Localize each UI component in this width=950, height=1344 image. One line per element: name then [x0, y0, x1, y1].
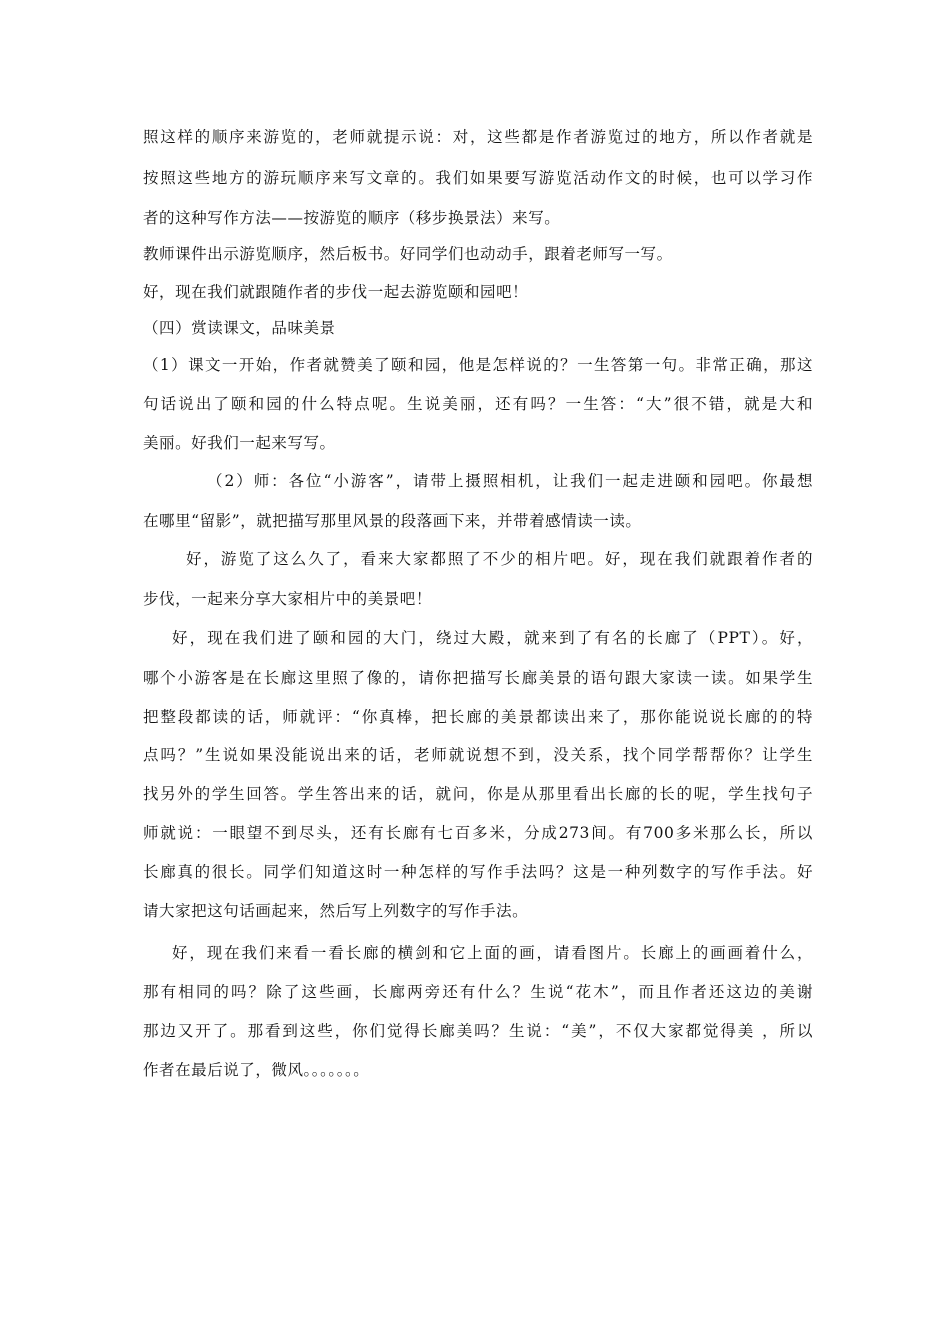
- section-heading: （四）赏读课文，品味美景: [143, 319, 336, 337]
- text-line: 好，现在我们进了颐和园的大门，绕过大殿，就来到了有名的长廊了（PPT）。好，: [172, 629, 813, 647]
- text-line: 照这样的顺序来游览的，老师就提示说：对，这些都是作者游览过的地方，所以作者就是: [143, 128, 813, 146]
- text-line: 步伐，一起来分享大家相片中的美景吧！: [143, 590, 432, 608]
- text-line: 哪个小游客是在长廊这里照了像的，请你把描写长廊美景的语句跟大家读一读。如果学生: [143, 669, 813, 687]
- text-line: 点吗？”生说如果没能说出来的话，老师就说想不到，没关系，找个同学帮帮你？让学生: [143, 746, 813, 764]
- text-line: 按照这些地方的游玩顺序来写文章的。我们如果要写游览活动作文的时候，也可以学习作: [143, 169, 813, 187]
- text-line: 句话说出了颐和园的什么特点呢。生说美丽，还有吗？一生答：“大”很不错，就是大和: [143, 395, 813, 413]
- text-line: 在哪里“留影”，就把描写那里风景的段落画下来，并带着感情读一读。: [143, 512, 642, 530]
- text-line: 师就说：一眼望不到尽头，还有长廊有七百多米，分成273间。有700多米那么长，所以: [143, 824, 813, 842]
- text-line: 教师课件出示游览顺序，然后板书。好同学们也动动手，跟着老师写一写。: [143, 245, 673, 263]
- text-line: 长廊真的很长。同学们知道这时一种怎样的写作手法吗？这是一种列数字的写作手法。好: [143, 863, 813, 881]
- text-line: 那有相同的吗？除了这些画，长廊两旁还有什么？生说“花木”，而且作者还这边的美谢: [143, 983, 813, 1001]
- text-line: 美丽。好我们一起来写写。: [143, 434, 336, 452]
- text-line: 者的这种写作方法——按游览的顺序（移步换景法）来写。: [143, 209, 561, 227]
- text-line: （1）课文一开始，作者就赞美了颐和园，他是怎样说的？一生答第一句。非常正确，那这: [143, 356, 813, 374]
- text-line: 找另外的学生回答。学生答出来的话，就问，你是从那里看出长廊的长的呢，学生找句子: [143, 785, 813, 803]
- text-line: 好，现在我们来看一看长廊的横剑和它上面的画，请看图片。长廊上的画画着什么，: [172, 944, 813, 962]
- text-line: 好，现在我们就跟随作者的步伐一起去游览颐和园吧！: [143, 283, 529, 301]
- text-line: 把整段都读的话，师就评：“你真棒，把长廊的美景都读出来了，那你能说说长廊的的特: [143, 708, 813, 726]
- text-line: 好，游览了这么久了，看来大家都照了不少的相片吧。好，现在我们就跟着作者的: [186, 550, 813, 568]
- text-line: 作者在最后说了，微风。。。。。。。: [143, 1061, 370, 1079]
- text-line: 请大家把这句话画起来，然后写上列数字的写作手法。: [143, 902, 529, 920]
- text-line: 那边又开了。那看到这些，你们觉得长廊美吗？生说：“美”，不仅大家都觉得美 ，所以: [143, 1022, 813, 1040]
- text-line: （2）师：各位“小游客”，请带上摄照相机，让我们一起走进颐和园吧。你最想: [207, 472, 813, 490]
